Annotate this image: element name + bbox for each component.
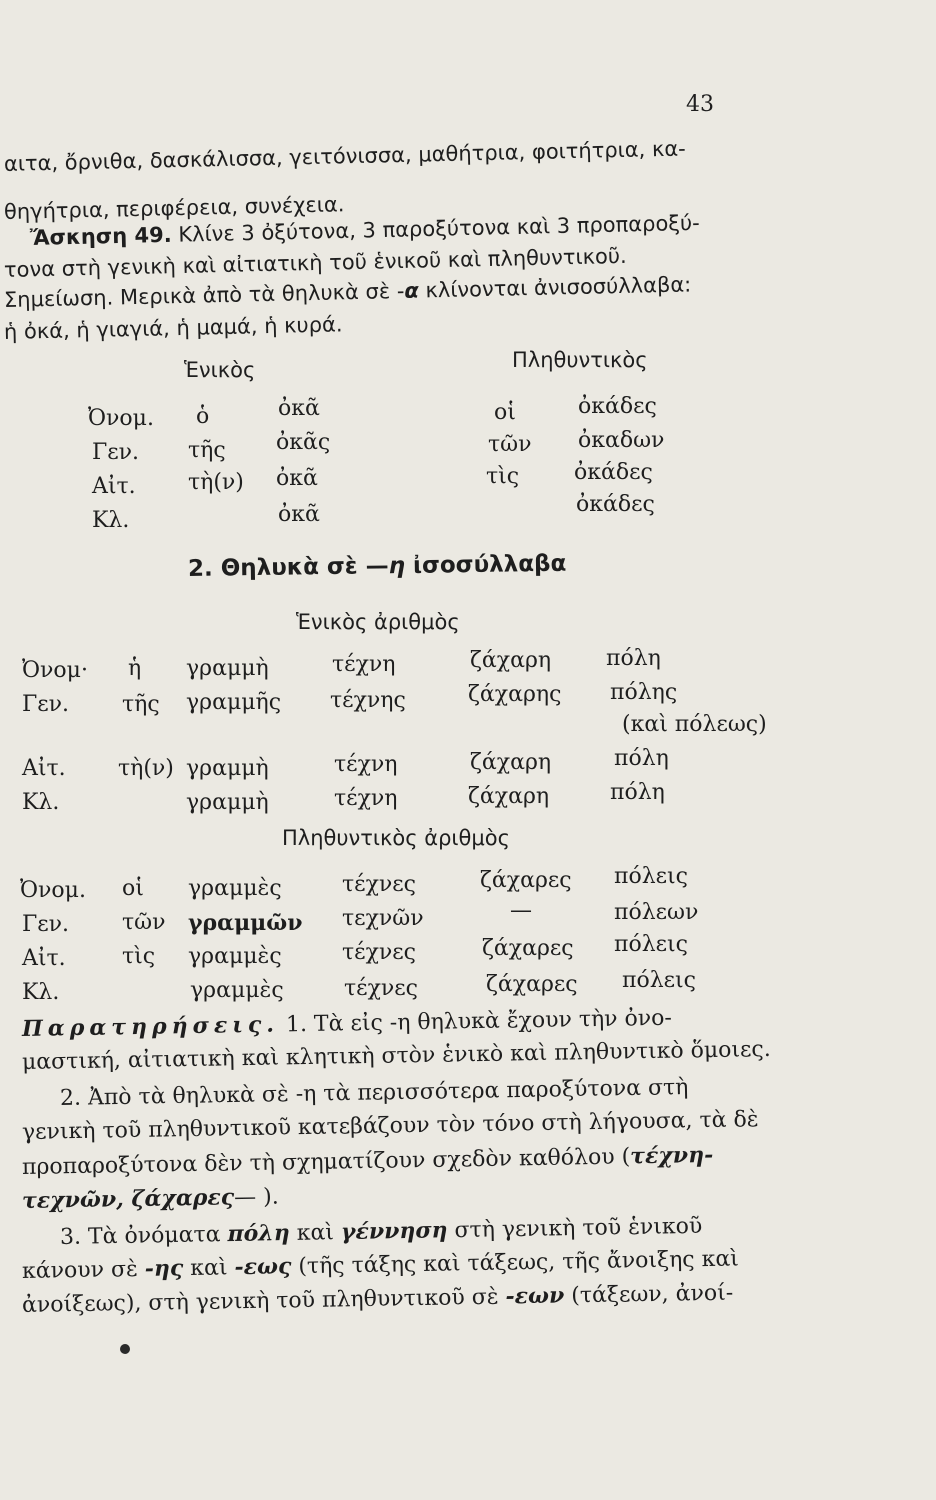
table2-singular-header: Ἑνικὸς ἀριθμὸς [296, 610, 460, 634]
remark-3b2: καὶ [183, 1255, 235, 1282]
t2-sg-art-acc: τὴ(ν) [118, 756, 174, 781]
t2-sg-case-acc: Αἰτ. [22, 756, 66, 781]
remarks-line-3: 2. Ἀπὸ τὰ θηλυκὰ σὲ -η τὰ περισσότερα παροξύτονα στὴ [59, 1075, 689, 1111]
t2-pl-art-gen: τῶν [122, 910, 166, 935]
table1-pl-acc: ὀκάδες [574, 460, 653, 485]
t2-pl-art-nom: οἱ [122, 876, 144, 901]
table1-art-pl-acc: τὶς [486, 464, 520, 489]
t2-sg-w3-acc: ζάχαρη [470, 750, 552, 775]
t2-pl-w2-gen: τεχνῶν [342, 906, 424, 931]
remark-3a-b1: πόλη [227, 1219, 290, 1248]
t2-pl-w4-gen: πόλεων [614, 900, 699, 925]
t2-sg-w3-gen: ζάχαρης [468, 682, 562, 707]
t2-pl-w1-nom: γραμμὲς [188, 876, 282, 901]
table1-plural-header: Πληθυντικὸς [512, 348, 648, 372]
remark-3b1: κάνουν σὲ [21, 1256, 146, 1284]
table1-art-pl-gen: τῶν [488, 432, 532, 457]
t2-sg-w4-voc: πόλη [610, 780, 665, 805]
intro-line-2: θηγήτρια, περιφέρεια, συνέχεια. [3, 192, 345, 224]
table1-case-nom: Ὀνομ. [88, 406, 154, 431]
t2-pl-w4-voc: πόλεις [622, 968, 696, 993]
exercise-label: Ἄσκηση 49. [29, 222, 172, 250]
t2-pl-w2-voc: τέχνες [344, 976, 418, 1001]
remarks-line-5 [22, 1142, 714, 1180]
table1-pl-nom: ὀκάδες [578, 394, 657, 419]
t2-sg-art-nom: ἡ [128, 656, 142, 681]
remarks-line-8 [22, 1245, 739, 1284]
remark-2d-bold: τεχνῶν, ζάχαρες [21, 1184, 235, 1214]
t2-sg-art-gen: τῆς [122, 692, 160, 717]
table1-pl-gen: ὀκαδων [578, 428, 665, 453]
remark-2c-bold: τέχνη- [629, 1141, 714, 1170]
remark-3c2: (τάξεων, ἀνοί- [564, 1280, 734, 1309]
t2-sg-w1-voc: γραμμὴ [186, 790, 269, 815]
t2-pl-case-gen: Γεν. [22, 912, 70, 937]
section2-heading [188, 551, 567, 582]
remarks-line-1 [22, 1005, 672, 1042]
t2-sg-w2-acc: τέχνη [334, 752, 398, 777]
remark-2c: προπαροξύτονα δὲν τὴ σχηματίζουν σχεδὸν καθόλου ( [21, 1144, 631, 1180]
t2-sg-w1-acc: γραμμὴ [186, 756, 269, 781]
t2-pl-w2-acc: τέχνες [342, 940, 416, 965]
t2-pl-case-voc: Κλ. [22, 980, 60, 1005]
note-text-a: Μερικὰ ἀπὸ τὰ θηλυκὰ σὲ - [119, 278, 405, 310]
t2-pl-w3-gen: — [510, 898, 532, 923]
table2-plural-header: Πληθυντικὸς ἀριθμὸς [282, 826, 510, 850]
table1-art-pl-nom: οἱ [494, 400, 516, 425]
remark-3b-b1: -ης [144, 1255, 184, 1282]
table1-case-acc: Αἰτ. [92, 474, 136, 499]
table1-sg-acc: ὀκᾶ [276, 466, 318, 491]
remark-3a1: 3. Τὰ ὀνόματα [59, 1222, 228, 1250]
t2-pl-case-acc: Αἰτ. [22, 946, 66, 971]
remarks-line-2: μαστική, αἰτιατικὴ καὶ κλητικὴ στὸν ἑνικὸ καὶ πληθυντικὸ ὅμοιες. [21, 1036, 771, 1075]
t2-pl-w1-acc: γραμμὲς [188, 944, 282, 969]
t2-pl-case-nom: Ὀνομ. [20, 878, 86, 903]
t2-sg-case-nom: Ὀνομ· [22, 658, 88, 683]
t2-sg-w2-nom: τέχνη [332, 652, 396, 677]
page-number: 43 [686, 92, 714, 117]
ink-spot [120, 1344, 130, 1354]
remark-1a: 1. Τὰ εἰς -η θηλυκὰ ἔχουν τὴν ὀνο- [278, 1005, 673, 1038]
table1-case-gen: Γεν. [92, 440, 140, 465]
table1-art-sg-nom: ὁ [196, 404, 210, 429]
remarks-line-4: γενικὴ τοῦ πληθυντικοῦ κατεβάζουν τὸν τόνο στὴ λήγουσα, τὰ δὲ [21, 1107, 759, 1145]
t2-pl-w4-acc: πόλεις [614, 932, 688, 957]
remarks-line-6 [22, 1184, 279, 1214]
table1-sg-gen: ὀκᾶς [276, 430, 331, 455]
remark-3b3: (τῆς τάξης καὶ τάξεως, τῆς ἄνοιξης καὶ [291, 1246, 740, 1280]
t2-sg-case-voc: Κλ. [22, 790, 60, 815]
intro-line-1: αιτα, ὄρνιθα, δασκάλισσα, γειτόνισσα, μαθήτρια, φοιτήτρια, κα- [3, 136, 687, 176]
t2-pl-w1-gen: γραμμῶν [188, 910, 303, 936]
t2-sg-case-gen: Γεν. [22, 692, 70, 717]
t2-pl-w3-voc: ζάχαρες [486, 972, 578, 997]
remarks-line-7 [60, 1213, 703, 1250]
t2-pl-w3-nom: ζάχαρες [480, 868, 572, 893]
table1-singular-header: Ἑνικὸς [184, 358, 256, 382]
table1-pl-voc: ὀκάδες [576, 492, 655, 517]
remark-3a3: στὴ γενικὴ τοῦ ἑνικοῦ [447, 1213, 703, 1244]
table1-sg-voc: ὀκᾶ [278, 502, 320, 527]
remark-3a2: καὶ [289, 1220, 342, 1246]
remarks-line-9 [22, 1280, 734, 1318]
exercise-text: Κλίνε 3 ὀξύτονα, 3 παροξύτονα καὶ 3 προπαροξύ- [178, 210, 700, 247]
t2-sg-w4-acc: πόλη [614, 746, 669, 771]
section2-title-a: Θηλυκὰ σὲ — [220, 553, 389, 582]
remark-2d-end: — ). [233, 1184, 279, 1211]
t2-sg-w2-gen: τέχνης [330, 688, 406, 713]
remark-3c1: ἀνοίξεως), στὴ γενικὴ τοῦ πληθυντικοῦ σὲ [21, 1284, 506, 1318]
exercise-continuation: τονα στὴ γενικὴ καὶ αἰτιατικὴ τοῦ ἑνικοῦ καὶ πληθυντικοῦ. [3, 243, 627, 282]
remark-3b-b2: -εως [234, 1253, 292, 1281]
t2-sg-w1-nom: γραμμὴ [186, 656, 269, 681]
t2-sg-w4-nom: πόλη [606, 646, 661, 671]
t2-sg-w1-gen: γραμμῆς [186, 690, 282, 715]
t2-sg-w2-voc: τέχνη [334, 786, 398, 811]
table1-sg-nom: ὀκᾶ [278, 396, 320, 421]
t2-pl-w1-voc: γραμμὲς [190, 978, 284, 1003]
table1-art-sg-acc: τὴ(ν) [188, 470, 244, 495]
t2-pl-w2-nom: τέχνες [342, 872, 416, 897]
note-suffix: α [404, 278, 420, 303]
t2-pl-art-acc: τὶς [122, 944, 156, 969]
t2-sg-w4-gen: πόλης [610, 680, 678, 705]
note-text-b: κλίνονται ἀνισοσύλλαβα: [418, 272, 692, 303]
t2-sg-w3-nom: ζάχαρη [470, 648, 552, 673]
note-examples: ἡ ὀκά, ἡ γιαγιά, ἡ μαμά, ἡ κυρά. [3, 312, 343, 344]
section2-ending: η [388, 552, 406, 580]
table1-case-voc: Κλ. [92, 508, 130, 533]
section2-number: 2. [187, 555, 213, 582]
t2-pl-w3-acc: ζάχαρες [482, 936, 574, 961]
remark-3a-b2: γέννηση [340, 1217, 448, 1246]
t2-pl-w4-nom: πόλεις [614, 864, 688, 889]
t2-sg-w3-voc: ζάχαρη [468, 784, 550, 809]
section2-title-b: ἰσοσύλλαβα [404, 550, 567, 579]
table1-art-sg-gen: τῆς [188, 438, 226, 463]
remark-3c-b1: -εων [505, 1282, 565, 1310]
t2-genitive-alt: (καὶ πόλεως) [622, 712, 767, 737]
note-label: Σημείωση. [3, 285, 114, 312]
remarks-label: Παρατηρήσεις. [21, 1011, 280, 1042]
